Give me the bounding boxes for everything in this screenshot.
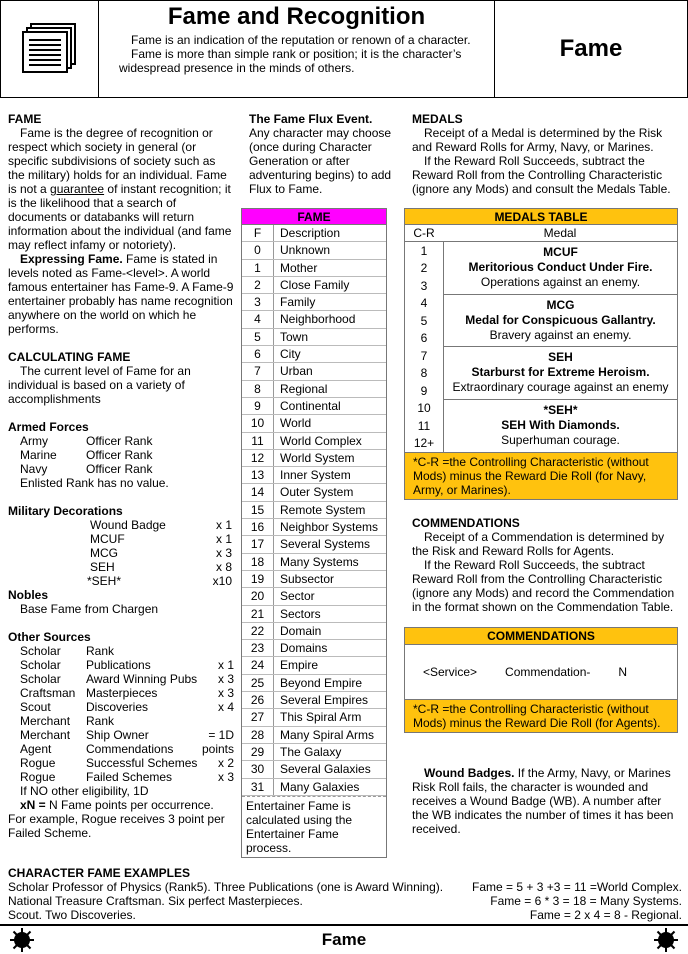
list-item: Marine Officer Rank (20, 448, 153, 462)
medals-paragraph-1: Receipt of a Medal is determined by the Risk and Reward Rolls for Army, Navy, or Marines. (412, 126, 663, 154)
fame-description: Several Galaxies (280, 762, 371, 777)
fame-description: Continental (280, 398, 341, 413)
fame-description: Several Systems (280, 537, 371, 552)
medal-group-seh-diamonds: 10 11 12+ *SEH* SEH With Diamonds. Superhuman courage. (405, 400, 677, 453)
table-row (242, 588, 386, 605)
fame-level: 8 (242, 381, 274, 397)
nobles-text: Base Fame from Chargen (20, 602, 159, 616)
right-column (412, 112, 680, 196)
sunburst-icon (654, 928, 678, 952)
other-sources-heading: Other Sources (8, 630, 91, 644)
fame-description: Close Family (280, 277, 350, 292)
fame-table (241, 208, 387, 858)
list-item: Rogue Successful Schemes x 2 (20, 756, 234, 770)
page-footer (0, 924, 688, 954)
header-intro (99, 1, 495, 97)
fame-description: Town (280, 329, 309, 344)
page-header (0, 0, 688, 98)
commendations-table-title: COMMENDATIONS (405, 628, 677, 644)
table-row (242, 571, 386, 588)
table-row (242, 761, 386, 778)
commendations-table (404, 627, 678, 733)
flux-text: Any character may choose (once during Character Generation or after adventuring begins) to add Flux to Fame. (249, 126, 392, 196)
fame-level: 12 (242, 450, 274, 466)
military-decorations-heading: Military Decorations (8, 504, 123, 518)
header-desc-2: Fame is more than simple rank or position; it is the character’s widespread presence in the minds of others. (119, 47, 462, 75)
fame-description: Family (280, 295, 316, 310)
fame-level: 21 (242, 606, 274, 622)
list-item: *SEH* x10 (87, 574, 232, 588)
fame-description: Regional (280, 381, 328, 396)
document-icon (1, 1, 99, 97)
fame-description: Subsector (280, 571, 335, 586)
fame-heading: FAME (8, 112, 42, 126)
fame-level: 1 (242, 260, 274, 276)
expressing-fame-paragraph: Expressing Fame. Fame is stated in levels noted as Fame-<level>. A world famous entertainer has Fame-9. A Fame-9 entertainer probably has name recognition anywhere on the world on which he performs. (8, 252, 234, 336)
fame-level: 19 (242, 571, 274, 587)
fame-level: 9 (242, 398, 274, 414)
table-row (242, 311, 386, 328)
fame-description: Neighborhood (280, 312, 356, 327)
calculating-fame-text: The current level of Fame for an individual is based on a variety of accomplishments (8, 364, 191, 406)
fame-level: 14 (242, 484, 274, 500)
fame-description: Outer System (280, 485, 354, 500)
fame-description: Remote System (280, 502, 366, 517)
list-item: Navy Officer Rank (20, 462, 153, 476)
table-row (242, 398, 386, 415)
medals-table-title: MEDALS TABLE (405, 209, 677, 225)
fame-description: Empire (280, 658, 319, 673)
fame-level: 20 (242, 588, 274, 604)
list-item: Scholar Rank (20, 644, 115, 658)
armed-forces-note: Enlisted Rank has no value. (20, 476, 169, 490)
examples-heading: CHARACTER FAME EXAMPLES (8, 866, 191, 880)
fame-description: Inner System (280, 468, 351, 483)
commendations-paragraph-2: If the Reward Roll Succeeds, the subtract Reward Roll from the Controlling Characteristic (ignore any Mods) and record the Commendation in the format shown on the Commendation Table. (412, 558, 675, 614)
sunburst-icon (10, 928, 34, 952)
nobles-heading: Nobles (8, 588, 49, 602)
character-fame-examples (8, 866, 682, 922)
fame-description: Neighbor Systems (280, 520, 379, 535)
list-item: Craftsman Masterpieces x 3 (20, 686, 234, 700)
table-row (242, 415, 386, 432)
fame-description: Domain (280, 623, 322, 638)
list-item: MCG x 3 (90, 546, 232, 560)
list-item: Rogue Failed Schemes x 3 (20, 770, 234, 784)
fame-description: Mother (280, 260, 318, 275)
fame-level: 11 (242, 433, 274, 449)
list-item: MCUF x 1 (90, 532, 232, 546)
example-row: Scholar Professor of Physics (Rank5). Three Publications (one is Award Winning). Fame = 5 + 3 +3 = 11 =World Complex. (8, 880, 682, 894)
calculating-fame-heading: CALCULATING FAME (8, 350, 131, 364)
fame-description: Urban (280, 364, 313, 379)
list-item: Merchant Ship Owner = 1D (20, 728, 234, 742)
fame-level: 28 (242, 727, 274, 743)
commendations-format: <Service> Commendation- N (405, 644, 677, 700)
table-row (242, 779, 386, 796)
table-row (242, 363, 386, 380)
fame-level: 30 (242, 761, 274, 777)
armed-forces-list (8, 434, 234, 476)
example-row: Scout. Two Discoveries. Fame = 2 x 4 = 8 - Regional. (8, 908, 682, 922)
fame-level: 6 (242, 346, 274, 362)
table-row (242, 502, 386, 519)
medal-group-mcg: 4 5 6 MCG Medal for Conspicuous Gallantry. Bravery against an enemy. (405, 295, 677, 348)
table-row (242, 277, 386, 294)
left-column (8, 112, 234, 840)
table-row (242, 433, 386, 450)
fame-level: 15 (242, 502, 274, 518)
footer-title: Fame (321, 930, 367, 949)
fame-level: 5 (242, 329, 274, 345)
fame-table-body (242, 242, 386, 796)
table-row (242, 450, 386, 467)
list-item: SEH x 8 (90, 560, 232, 574)
commendations-paragraph-1: Receipt of a Commendation is determined by the Risk and Reward Rolls for Agents. (412, 530, 665, 558)
middle-column (249, 112, 394, 196)
table-row (242, 260, 386, 277)
list-item: Scholar Award Winning Pubs x 3 (20, 672, 234, 686)
fame-description: World (280, 416, 312, 431)
fame-description: Many Galaxies (280, 779, 360, 794)
medals-table-note: *C-R =the Controlling Characteristic (without Mods) minus the Reward Die Roll (for Navy, Army, or Marines). (405, 452, 677, 499)
fame-level: 31 (242, 779, 274, 795)
list-item: Scout Discoveries x 4 (20, 700, 234, 714)
table-row (242, 744, 386, 761)
medals-paragraph-2: If the Reward Roll Succeeds, subtract the Reward Roll from the Controlling Characteristic (ignore any Mods) and consult the Medals Table. (412, 154, 671, 196)
fame-description: Unknown (280, 243, 331, 258)
table-row (242, 467, 386, 484)
commendations-table-note: *C-R =the Controlling Characteristic (without Mods) minus the Reward Die Roll (for Agents). (405, 700, 677, 732)
medal-group-seh: 7 8 9 SEH Starburst for Extreme Heroism. Extraordinary courage against an enemy (405, 347, 677, 400)
table-row (242, 657, 386, 674)
table-row (242, 727, 386, 744)
table-row (242, 484, 386, 501)
fame-level: 7 (242, 363, 274, 379)
other-sources-list (8, 644, 234, 784)
fame-description: Many Systems (280, 554, 359, 569)
fame-description: Sectors (280, 606, 321, 621)
wound-badges-paragraph: Wound Badges. If the Army, Navy, or Marines Risk Roll fails, the character is wounded and receives a Wound Badge (WB). A number after the WB indicates the number of times it has been received. (412, 766, 674, 836)
section-label: Fame (559, 35, 623, 62)
table-row (242, 709, 386, 726)
table-row (242, 242, 386, 259)
wound-badges-section (412, 766, 680, 836)
fame-level: 13 (242, 467, 274, 483)
header-desc-1: Fame is an indication of the reputation or renown of a character. (131, 33, 471, 47)
fame-table-header-row: F Description (242, 225, 386, 242)
fame-level: 18 (242, 554, 274, 570)
list-item: Agent Commendations points (20, 742, 234, 756)
list-item: Scholar Publications x 1 (20, 658, 234, 672)
table-row (242, 294, 386, 311)
fame-description: Many Spiral Arms (280, 727, 375, 742)
fame-level: 25 (242, 675, 274, 691)
fame-description: Sector (280, 589, 315, 604)
medals-heading: MEDALS (412, 112, 463, 126)
table-row (242, 346, 386, 363)
fame-table-title: FAME (242, 209, 386, 225)
fame-description: World Complex (280, 433, 362, 448)
list-item: Merchant Rank (20, 714, 115, 728)
header-section-label (495, 1, 687, 97)
fame-level: 29 (242, 744, 274, 760)
military-decorations-list (8, 518, 234, 588)
fame-description: World System (280, 450, 355, 465)
other-sources-note: If NO other eligibility, 1D (20, 784, 149, 798)
fame-level: 0 (242, 242, 274, 258)
page-title: Fame and Recognition (167, 3, 426, 30)
fame-level: 3 (242, 294, 274, 310)
fame-level: 26 (242, 692, 274, 708)
list-item: Wound Badge x 1 (90, 518, 232, 532)
flux-heading: The Fame Flux Event. (249, 112, 373, 126)
commendations-section (412, 516, 680, 614)
example-row: National Treasure Craftsman. Six perfect Masterpieces. Fame = 6 * 3 = 18 = Many Systems. (8, 894, 682, 908)
fame-level: 10 (242, 415, 274, 431)
table-row (242, 329, 386, 346)
fame-level: 2 (242, 277, 274, 293)
fame-level: 22 (242, 623, 274, 639)
table-row (242, 519, 386, 536)
fame-description: City (280, 347, 301, 362)
fame-level: 27 (242, 709, 274, 725)
fame-description: Beyond Empire (280, 675, 363, 690)
fame-level: 23 (242, 640, 274, 656)
list-item: Army Officer Rank (20, 434, 153, 448)
armed-forces-heading: Armed Forces (8, 420, 89, 434)
table-row (242, 554, 386, 571)
fame-paragraph: Fame is the degree of recognition or respect which society in general (or specific subdivisions of society such as the military) holds for an individual. Fame is not a guarantee of instant recognition; it is the likelihood that a search of documents or databanks will return information about the individual (and fame may reflect infamy or notoriety). (8, 126, 232, 252)
table-row (242, 381, 386, 398)
xn-explanation: xN = N Fame points per occurrence. For example, Rogue receives 3 point per Failed Scheme. (8, 798, 225, 840)
fame-description: Domains (280, 641, 328, 656)
commendations-heading: COMMENDATIONS (412, 516, 520, 530)
fame-table-footnote: Entertainer Fame is calculated using the Entertainer Fame process. (242, 796, 386, 857)
table-row (242, 692, 386, 709)
fame-description: Several Empires (280, 693, 369, 708)
fame-level: 17 (242, 536, 274, 552)
medal-group-mcuf: 1 2 3 MCUF Meritorious Conduct Under Fire. Operations against an enemy. (405, 242, 677, 295)
fame-description: The Galaxy (280, 744, 342, 759)
table-row (242, 640, 386, 657)
medals-table-header-row: C-R Medal (405, 225, 677, 242)
table-row (242, 536, 386, 553)
table-row (242, 675, 386, 692)
medals-table (404, 208, 678, 500)
fame-level: 4 (242, 311, 274, 327)
fame-description: This Spiral Arm (280, 710, 362, 725)
table-row (242, 606, 386, 623)
fame-level: 16 (242, 519, 274, 535)
table-row (242, 623, 386, 640)
fame-level: 24 (242, 657, 274, 673)
